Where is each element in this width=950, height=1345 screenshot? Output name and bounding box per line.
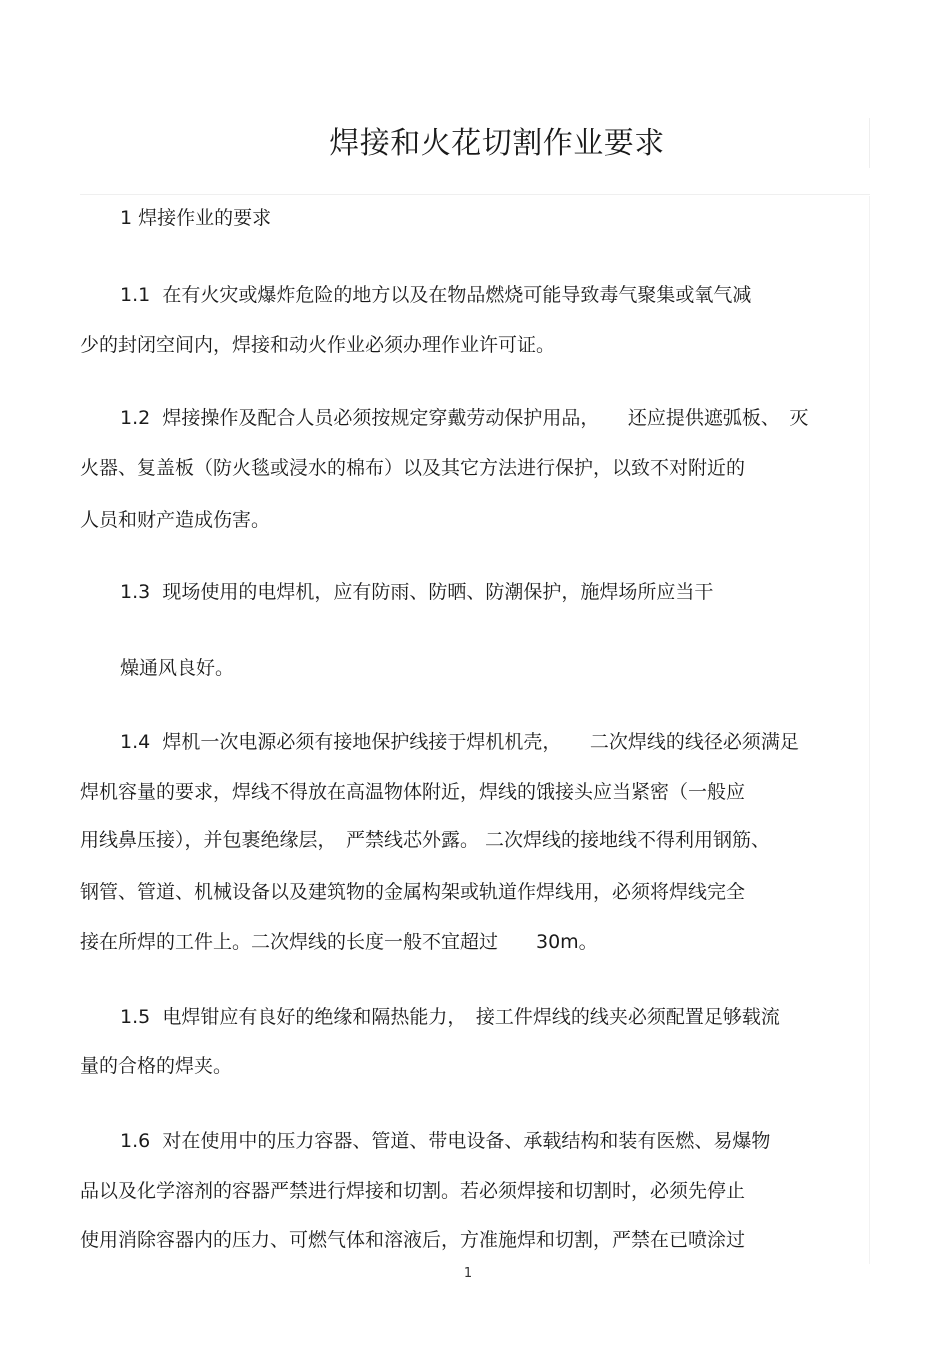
paragraph-text: 电焊钳应有良好的绝缘和隔热能力， 接工件焊线的线夹必须配置足够载流	[162, 1006, 780, 1028]
paragraph-line: 钢管、管道、机械设备以及建筑物的金属构架或轨道作焊线用，必须将焊线完全	[80, 881, 746, 903]
paragraph-line	[120, 1005, 780, 1029]
page-number: 1	[463, 1266, 473, 1281]
paragraph-line	[120, 283, 751, 307]
paragraph-number: 1.1	[120, 284, 151, 306]
paragraph-text: 焊接操作及配合人员必须按规定穿戴劳动保护用品， 还应提供遮弧板、 灭	[162, 407, 809, 429]
title-right-border	[869, 118, 870, 168]
paragraph-line: 燥通风良好。	[120, 657, 235, 679]
paragraph-text: 焊机一次电源必须有接地保护线接于焊机机壳， 二次焊线的线径必须满足	[162, 731, 799, 753]
paragraph-line: 少的封闭空间内，焊接和动火作业必须办理作业许可证。	[80, 334, 556, 356]
paragraph-text: 在有火灾或爆炸危险的地方以及在物品燃烧可能导致毒气聚集或氧气减	[162, 284, 752, 306]
header-divider	[80, 194, 870, 195]
paragraph-line: 焊机容量的要求，焊线不得放在高温物体附近，焊线的饿接头应当紧密（一般应	[80, 781, 746, 803]
paragraph-line	[120, 1129, 770, 1153]
paragraph-number: 1.3	[120, 581, 151, 603]
paragraph-number: 1.4	[120, 731, 151, 753]
paragraph-text: 现场使用的电焊机，应有防雨、防晒、防潮保护，施焊场所应当干	[162, 581, 714, 603]
right-margin-border	[869, 196, 870, 1264]
paragraph-text: 对在使用中的压力容器、管道、带电设备、承载结构和装有医燃、易爆物	[162, 1130, 771, 1152]
paragraph-line: 品以及化学溶剂的容器严禁进行焊接和切割。若必须焊接和切割时，必须先停止	[80, 1180, 746, 1202]
paragraph-line: 用线鼻压接），并包裹绝缘层， 严禁线芯外露。 二次焊线的接地线不得利用钢筋、	[80, 829, 771, 851]
document-title: 焊接和火花切割作业要求	[329, 126, 665, 161]
paragraph-line: 量的合格的焊夹。	[80, 1055, 233, 1077]
paragraph-line: 人员和财产造成伤害。	[80, 509, 271, 531]
paragraph-line	[120, 580, 713, 604]
paragraph-line: 使用消除容器内的压力、可燃气体和溶液后，方准施焊和切割，严禁在已喷涂过	[80, 1229, 746, 1251]
section-heading: 1 焊接作业的要求	[120, 207, 272, 229]
paragraph-number: 1.6	[120, 1130, 151, 1152]
paragraph-line: 火器、复盖板（防火毯或浸水的棉布）以及其它方法进行保护，以致不对附近的	[80, 457, 746, 479]
paragraph-line	[120, 730, 799, 754]
paragraph-line	[120, 406, 808, 430]
paragraph-line: 接在所焊的工件上。二次焊线的长度一般不宜超过 30m。	[80, 931, 598, 953]
paragraph-number: 1.5	[120, 1006, 151, 1028]
paragraph-number: 1.2	[120, 407, 151, 429]
